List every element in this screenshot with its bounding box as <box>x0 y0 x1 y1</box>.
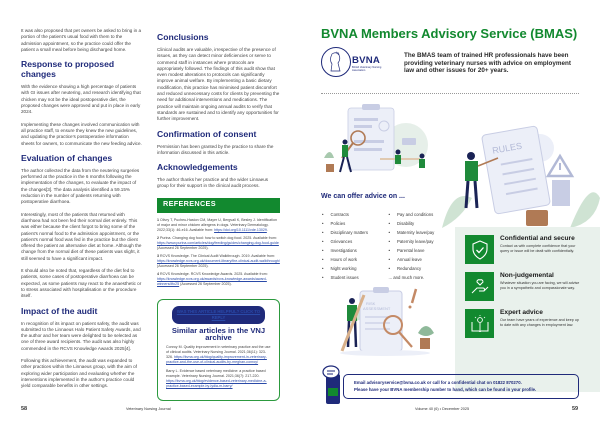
feature-title: Expert advice <box>500 309 543 316</box>
section-heading-evaluation: Evaluation of changes <box>21 152 113 163</box>
section-heading-conclusions: Conclusions <box>157 32 209 42</box>
reference-item <box>157 236 280 251</box>
archive-item <box>166 345 271 365</box>
offer-item: • Disciplinary matters <box>322 228 381 237</box>
offer-item: • Disability <box>389 219 448 228</box>
offer-item: • Hours of work <box>322 255 381 264</box>
reference-number: 4 <box>157 271 159 276</box>
risk-assessment-illustration <box>330 283 440 358</box>
paragraph: In recognition of its impact on patient safety, the audit was submitted to the Linnaeus Halo Patient Safety Awards, and the author and her team were delighted to be selected as one of three award recipients. The audit was also highly commended in the RCVS Knowledge Awards 2025[4]. <box>21 320 141 351</box>
logo-wordmark: BVNA <box>352 55 380 66</box>
page-number-right: 59 <box>572 406 579 412</box>
reference-suffix: (Accessed 26 September 2025). <box>157 263 209 268</box>
page-number-left: 58 <box>21 406 28 412</box>
reference-number: 1 <box>157 217 159 222</box>
reference-item <box>157 272 280 287</box>
offer-item: • Investigations <box>322 246 381 255</box>
reference-link[interactable]: https://doi.org/10.1111/vde.13029 <box>214 227 267 232</box>
logo-subtitle: British Veterinary Nursing Association <box>352 66 382 73</box>
section-heading-response: Response to proposed changes <box>21 59 115 80</box>
reference-item <box>157 218 280 233</box>
feature-nonjudgemental <box>465 272 600 301</box>
archive-item-link[interactable]: https://bvna.org.uk/blog/quality-improvement-in-veterinary-practice-and-the-use-of-clinical-audits-by-meghan-conroy/ <box>166 354 267 364</box>
paragraph: Following this achievement, the audit was expanded to other practices within the Linnaeus group, with the aim of exploring wider participation and evaluating whether the interventions implemented in the author's practice could yield comparable benefits in other settings. <box>21 357 137 389</box>
offer-item: • Redundancy <box>389 264 448 273</box>
bvna-logo <box>321 47 391 77</box>
offer-item: • Contracts <box>322 210 381 219</box>
contact-membership-line: Please have your BVNA membership number to hand, which can be found in your profile. <box>354 387 537 393</box>
reference-link[interactable]: https://knowledge.rcvs.org.uk/awards/rcvs-knowledge-awards/award-winners/#tc25 <box>157 276 267 286</box>
reference-link[interactable]: https://knowledge.rcvs.org.uk/document-library/the-clinical-audit-walkthrough/ <box>157 258 280 263</box>
reference-number: 2 <box>157 235 159 240</box>
offer-heading: We can offer advice on ... <box>321 193 405 200</box>
feature-desc: Our team have years of experience and keep up to date with any changes in employment law. <box>500 318 579 327</box>
feature-title: Non-judgemental <box>500 272 554 279</box>
offer-item: • Night working <box>322 264 381 273</box>
archive-item <box>166 369 271 389</box>
contact-email-line[interactable]: Email advisoryservice@bvna.co.uk or call for a confidential chat on 01822 870270. <box>354 380 522 385</box>
offer-item: • Pay and conditions <box>389 210 448 219</box>
references-heading: REFERENCES <box>157 198 280 213</box>
offer-item: • Annual leave <box>389 255 448 264</box>
paragraph: Implementing these changes involved communication with all practice staff, to ensure they knew the new guidelines, and updating the practice's postoperative information sheets for owners, to communicate the new feeding advice. <box>21 121 142 146</box>
phone-chat-icon <box>322 364 344 406</box>
logo-emblem-icon <box>321 47 351 77</box>
divider <box>321 93 579 94</box>
book-lightbulb-icon <box>465 309 494 338</box>
intro-text: The BMAS team of trained HR professionals have been providing veterinary nurses with advice on employment law and other issues for 20+ years. <box>404 52 571 75</box>
offer-item: • Grievances <box>322 237 381 246</box>
paragraph: Clinical audits are valuable, irrespective of the presence of issues, as they can detect minor deficiencies or serve to commend staff in instances where protocols are appropriately followed. The findings of this audit show that even modest alterations to protocols can significantly improve animal welfare. By implementing a basic dietary modification, this practice has minimised patient discomfort and reduced unnecessary costs for clients by preventing the need for additional interventions and medications. The practice will maintain ongoing annual audits to verify that standards are sustained and to identify any opportunities for further improvement. <box>157 47 280 122</box>
paragraph: The author collected the data from the neutering surgeries performed at the practice in the 6 months following the implementation of the changes, to evaluate the impact of the changes[3]. The data analysis identified a 59.15% reduction in the number of patients returning with postoperative diarrhoea. <box>21 167 140 205</box>
hand-heart-icon <box>465 272 494 301</box>
page-title: BVNA Members Advisory Service (BMAS) <box>321 26 578 41</box>
reference-text: Purina. Changing dog food: how to switch dog food. 2025. Available from: <box>160 235 277 240</box>
intro-paragraph: It was also proposed that pet owners be asked to bring in a portion of the patient's usual food with them to the admission appointment, so the practice could offer the patient a small meal before being discharged home. <box>21 28 142 52</box>
svg-text:ASSESSMENT: ASSESSMENT <box>363 306 391 311</box>
paragraph: The author thanks her practice and the wider Linnaeus group for their support in the clinical audit process. <box>157 177 269 189</box>
paragraph: With the evidence showing a high percentage of patients with GI issues after neutering, and research identifying that chicken may not be the ideal postoperative diet, the proposed changes were approved and put in place in early 2024. <box>21 84 141 115</box>
offer-item: • Maternity leave/pay <box>389 228 448 237</box>
offer-more: ... and much more. <box>388 275 425 280</box>
reference-text: RCVS Knowledge. The Clinical Audit Walkthrough. 2019. Available from: <box>160 253 275 258</box>
risk-assessment-label: RISK <box>366 301 376 306</box>
reference-link[interactable]: https://www.purina.com/articles/dog/feeding/guides/changing-dog-food-guide <box>157 240 279 245</box>
reference-suffix: . <box>266 227 268 232</box>
reference-number: 3 <box>157 253 159 258</box>
archive-item-text: Barry L. Evidence based veterinary medicine: a practice based example. Veterinary Nursing Journal. 2021;36(7): 217-220. <box>166 368 266 378</box>
issue-info: Volume 40 (6) • December 2025 <box>415 407 470 411</box>
paragraph: Interestingly, most of the patients that returned with diarrhoea had not been fed their normal diet entirely. This was either because the client forgot to bring some of the patient's normal food to the admission appointment, or the patient's normal food was fed in the practice but the client offered the patient an alternative diet at home. Although the change from the normal diet of these patients was slight, it still seemed to have a significant impact. <box>21 211 142 261</box>
archive-item-link[interactable]: https://bvna.org.uk/blog/evidence-based-veterinary-medicine-a-practice-based-example-by-lydia-m-barry/ <box>166 378 267 388</box>
shield-check-icon <box>465 235 494 264</box>
archive-item-text: Conroy M. Quality improvement in veterinary practice and the use of clinical audits. Veterinary Nursing Journal. 2021;36(11): 323-326. <box>166 344 271 359</box>
feature-desc: Contact us with complete confidence that your query or issue will be dealt with confidentially. <box>500 244 576 253</box>
reference-suffix: (Accessed 26 September 2025). <box>179 281 232 286</box>
paragraph: It should also be noted that, regardless of the diet fed to patients, some cases of postoperative diarrhoea can be expected, as some patients may react to the anaesthetic or to stress associated with hospitalisation or the procedure itself. <box>21 268 142 299</box>
right-page <box>300 0 600 424</box>
features-panel <box>455 227 600 392</box>
reference-suffix: (Accessed 26 September 2025). <box>157 245 209 250</box>
left-column-b <box>157 28 280 401</box>
offer-item: • Paternity leave/pay <box>389 237 448 246</box>
team-clipboard-illustration <box>318 100 428 180</box>
section-heading-acknowledgements: Acknowledgements <box>157 162 238 173</box>
offer-item: • Policies <box>322 219 381 228</box>
archive-box <box>157 299 280 401</box>
rules-clipboard-illustration <box>440 118 600 228</box>
paragraph: Permission has been granted by the practice to share the information discussed in this article. <box>157 143 274 155</box>
journal-title: Veterinary Nursing Journal <box>126 407 171 411</box>
offer-item: • Student issues <box>322 273 381 282</box>
reference-item <box>157 254 280 269</box>
feedback-reply-button[interactable]: WAS THIS ARTICLE HELPFUL? CLICK TO REPLY <box>172 306 265 325</box>
feature-expert <box>465 309 600 338</box>
offer-list <box>322 210 447 282</box>
reference-text: RCVS Knowledge. RCVS Knowledge Awards. 2025. Available from: <box>160 271 268 276</box>
rules-label: RULES <box>491 140 523 156</box>
contact-box <box>343 374 579 399</box>
reference-text: Olivry T, Pucheu-Haston CM, Mayer U, Bergvall K, Besley J. Identification of major and minor chicken allergens in dogs. Veterinary Dermatology. 2022;33(1): 46-e16. Available from: <box>157 217 277 232</box>
feature-confidential <box>465 235 600 264</box>
section-heading-consent: Confirmation of consent <box>157 128 257 139</box>
section-heading-impact: Impact of the audit <box>21 305 98 316</box>
archive-title: Similar articles in the VNJ archive <box>171 326 266 342</box>
left-column-a <box>21 28 143 395</box>
offer-item: • Parental leave <box>389 246 448 255</box>
feature-title: Confidential and secure <box>500 235 575 242</box>
feature-desc: Whatever situation you are facing, we will advise you in a sympathetic and compassionate way. <box>500 281 580 290</box>
